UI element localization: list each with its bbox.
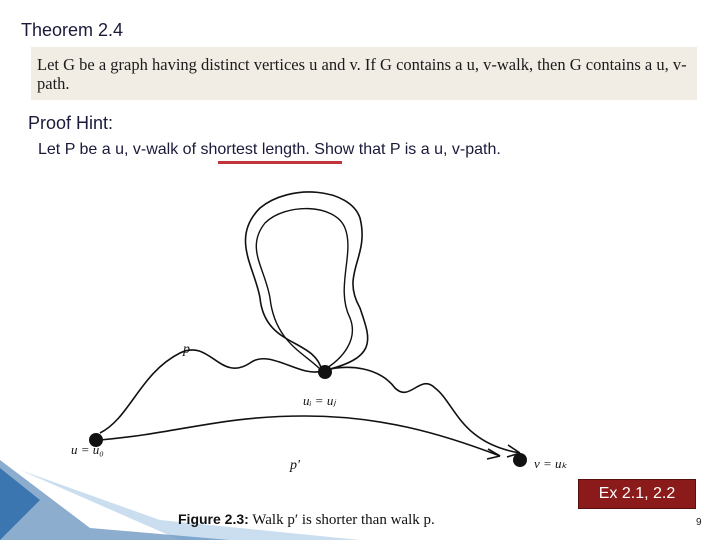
- figure-caption-prefix: Figure 2.3:: [178, 511, 249, 527]
- label-ui-uj: uᵢ = uⱼ: [303, 393, 336, 408]
- proof-hint-text: Let P be a u, v-walk of shortest length. Show that P is a u, v-path.: [38, 141, 501, 158]
- slide-title: Theorem 2.4: [21, 20, 124, 40]
- page-number: 9: [696, 517, 702, 528]
- label-p-prime: p′: [290, 458, 301, 473]
- walk-p-inner-loop: [256, 209, 352, 371]
- shortest-length-underline: [218, 161, 342, 164]
- figure-caption-text: Walk p′ is shorter than walk p.: [252, 512, 435, 528]
- theorem-statement: Let G be a graph having distinct vertices u and v. If G contains a u, v-walk, then G contains a u, v-path.: [37, 55, 687, 93]
- label-v: v = uₖ: [534, 456, 568, 471]
- label-u: u = u₀: [71, 442, 104, 457]
- label-p: p: [183, 342, 190, 357]
- figure-caption: [178, 511, 435, 529]
- vertex-v: [513, 453, 527, 467]
- exercise-badge: Ex 2.1, 2.2: [578, 479, 696, 509]
- theorem-scan-box: [31, 47, 697, 100]
- proof-hint-title: Proof Hint:: [28, 113, 114, 133]
- walk-p-curve: [100, 192, 520, 453]
- vertex-ui-uj: [318, 365, 332, 379]
